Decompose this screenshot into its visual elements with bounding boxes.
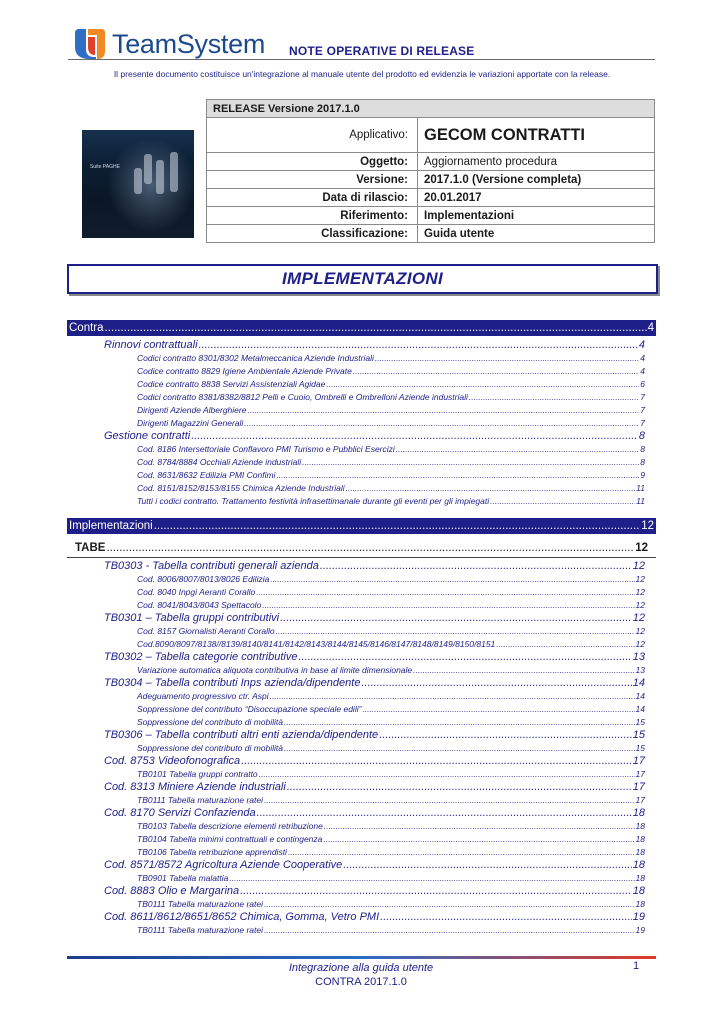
toc-entry-page: 7 [640, 418, 645, 428]
toc-entry-page: 4 [638, 339, 645, 351]
toc-entry-title: Dirigenti Aziende Alberghiere [137, 405, 247, 415]
toc-entry-title: Cod. 8040 Inpgi Aeranti Corallo [137, 587, 256, 597]
toc-entry-title: Cod. 8170 Servizi Confazienda [104, 807, 256, 819]
toc-entry-title: Cod.8090/8097/8138//8139/8140/8141/8142/8143/8144/8145/8146/8147/8148/8149/8150/8151 [137, 639, 496, 649]
toc-entry-page: 4 [640, 366, 645, 376]
toc-entry-title: TB0303 - Tabella contributi generali azienda [104, 560, 319, 572]
toc-dot-leader [496, 638, 634, 651]
toc-entry-page: 4 [640, 353, 645, 363]
toc-dot-leader [199, 339, 638, 352]
versione-label: Versione: [207, 171, 418, 189]
toc-dot-leader [259, 768, 635, 781]
toc-entry-title: Cod. 8784/8884 Occhiali Aziende industriali [137, 457, 302, 467]
toc-entry[interactable] [67, 729, 656, 742]
toc-entry-page: 19 [632, 911, 645, 923]
toc-entry-title: Codice contratto 8838 Servizi Assistenziali Agidae [137, 379, 326, 389]
toc-dot-leader [343, 859, 631, 872]
toc-subentry[interactable] [67, 495, 656, 508]
toc-entry-title: Codici contratto 8381/8382/8812 Pelli e Cuoio, Ombrelli e Ombrelloni Aziende industriali [137, 392, 468, 402]
footer-line-2: CONTRA 2017.1.0 [315, 976, 407, 988]
toc-entry-page: 11 [636, 483, 645, 493]
toc-entry-title: Cod. 8753 Videofonografica [104, 755, 241, 767]
riferimento-label: Riferimento: [207, 207, 418, 225]
toc-subentry[interactable] [67, 443, 656, 456]
toc-entry-title: TB0101 Tabella gruppi contratto [137, 769, 258, 779]
toc-entry[interactable] [67, 612, 656, 625]
toc-dot-leader [191, 430, 638, 443]
classificazione-label: Classificazione: [207, 225, 418, 243]
toc-entry-page: 17 [635, 769, 645, 779]
toc-implementazioni [67, 518, 656, 937]
toc-entry-title: Variazione automatica aliquota contributiva in base al limite dimensionale [137, 665, 413, 675]
toc-subentry[interactable] [67, 898, 656, 911]
toc-subentry[interactable] [67, 625, 656, 638]
toc-entry-page: 14 [632, 677, 645, 689]
toc-entry-title: TB0301 – Tabella gruppi contributivi [104, 612, 280, 624]
toc-subentry[interactable] [67, 924, 656, 937]
toc-dot-leader [247, 404, 639, 417]
toc-dot-leader [264, 924, 635, 937]
document-type-title: NOTE OPERATIVE DI RELEASE [289, 44, 475, 58]
teamsystem-logo [72, 27, 266, 61]
toc-entry[interactable] [67, 781, 656, 794]
toc-subentry[interactable] [67, 703, 656, 716]
toc-subentry[interactable] [67, 794, 656, 807]
toc-implementazioni-items [67, 560, 656, 937]
toc-contra-items [67, 339, 656, 508]
toc-entry-page: 12 [632, 612, 645, 624]
toc-dot-leader [413, 664, 634, 677]
toc-entry[interactable] [67, 651, 656, 664]
toc-entry-title: Rinnovi contrattuali [104, 339, 198, 351]
toc-dot-leader [256, 586, 634, 599]
toc-subentry[interactable] [67, 404, 656, 417]
toc-entry[interactable] [67, 859, 656, 872]
cover-label: Suite PAGHE [90, 164, 120, 170]
toc-dot-leader [324, 820, 635, 833]
toc-tabe[interactable]: TABE ..... 12 [67, 540, 656, 558]
toc-entry-page: 18 [635, 834, 645, 844]
toc-entry-title: TB0106 Tabella retribuzione apprendisti [137, 847, 287, 857]
toc-entry-title: Tutti i codici contratto. Trattamento festività infrasettimanale durante gli eventi per gli impiegati [137, 496, 490, 506]
toc-subentry[interactable] [67, 391, 656, 404]
toc-entry-page: 8 [640, 457, 645, 467]
toc-contra [67, 320, 656, 508]
logo-mark-icon [72, 27, 108, 61]
toc-dot-leader [469, 391, 639, 404]
toc-entry-title: Cod. 8611/8612/8651/8652 Chimica, Gomma, Vetro PMI [104, 911, 380, 923]
toc-dot-leader [323, 833, 634, 846]
toc-entry-title: Soppressione del contributo di mobilità [137, 743, 284, 753]
toc-subentry[interactable] [67, 872, 656, 885]
toc-entry-title: Gestione contratti [104, 430, 191, 442]
toc-entry-page: 12 [635, 626, 645, 636]
toc-dot-leader [288, 846, 635, 859]
toc-entry-page: 18 [632, 807, 645, 819]
toc-entry-page: 18 [635, 821, 645, 831]
toc-entry-page: 18 [632, 885, 645, 897]
toc-dot-leader [298, 651, 631, 664]
toc-entry-title: Soppressione del contributo “Disoccupazione speciale edili” [137, 704, 362, 714]
toc-dot-leader [379, 729, 632, 742]
toc-dot-leader [375, 352, 639, 365]
toc-entry-page: 13 [632, 651, 645, 663]
toc-entry-page: 9 [640, 470, 645, 480]
toc-entry-title: Cod. 8631/8632 Edilizia PMI Confimi [137, 470, 276, 480]
toc-entry-page: 7 [640, 405, 645, 415]
toc-dot-leader [276, 625, 635, 638]
toc-dot-leader [396, 443, 639, 456]
toc-entry-title: TB0901 Tabella malattia [137, 873, 229, 883]
riferimento-value: Implementazioni [418, 207, 655, 225]
toc-dot-leader [353, 365, 639, 378]
toc-entry-page: 7 [640, 392, 645, 402]
toc-entry-page: 18 [635, 873, 645, 883]
toc-dot-leader [257, 807, 632, 820]
toc-entry-title: TB0103 Tabella descrizione elementi retribuzione [137, 821, 323, 831]
toc-entry-page: 15 [632, 729, 645, 741]
toc-subentry[interactable] [67, 846, 656, 859]
toc-dot-leader [262, 599, 634, 612]
toc-entry-page: 18 [635, 899, 645, 909]
toc-dot-leader [284, 742, 635, 755]
toc-subentry[interactable] [67, 482, 656, 495]
data-rilascio-value: 20.01.2017 [418, 189, 655, 207]
toc-entry-title: TB0104 Tabella minimi contrattuali e contingenza [137, 834, 323, 844]
toc-subentry[interactable] [67, 456, 656, 469]
toc-subentry[interactable] [67, 417, 656, 430]
toc-dot-leader [270, 573, 634, 586]
toc-entry-page: 12 [632, 560, 645, 572]
toc-entry[interactable] [67, 677, 656, 690]
toc-entry-page: 13 [635, 665, 645, 675]
toc-entry-title: Cod. 8006/8007/8013/8026 Edilizia [137, 574, 270, 584]
footer-line-1: Integrazione alla guida utente [288, 962, 434, 974]
toc-entry-title: TB0302 – Tabella categorie contributive [104, 651, 298, 663]
toc-section-implementazioni[interactable]: Implementazioni ..... 12 [67, 518, 656, 534]
toc-entry[interactable] [67, 560, 656, 573]
toc-dot-leader [490, 495, 635, 508]
toc-dot-leader [346, 482, 636, 495]
toc-entry-title: TB0111 Tabella maturazione ratei [137, 795, 264, 805]
toc-entry-title: TB0111 Tabella maturazione ratei [137, 925, 264, 935]
toc-entry-title: Cod. 8157 Giornalisti Aeranti Corallo [137, 626, 275, 636]
toc-dot-leader [361, 677, 631, 690]
toc-subentry[interactable] [67, 469, 656, 482]
release-info-table [206, 99, 655, 243]
toc-section-contra[interactable]: Contra ..... 4 [67, 320, 656, 336]
toc-dot-leader [320, 560, 632, 573]
toc-subentry[interactable] [67, 742, 656, 755]
toc-dot-leader [284, 716, 635, 729]
applicativo-label: Applicativo: [207, 118, 418, 153]
page-number: 1 [633, 960, 640, 972]
toc-entry-page: 18 [635, 847, 645, 857]
versione-value: 2017.1.0 (Versione completa) [418, 171, 655, 189]
toc-entry-title: Cod. 8186 Intersettoriale Conflavoro PMI Turismo e Pubblici Esercizi [137, 444, 395, 454]
toc-dot-leader [380, 911, 632, 924]
toc-dot-leader [264, 794, 635, 807]
toc-subentry[interactable] [67, 690, 656, 703]
toc-dot-leader [244, 417, 639, 430]
toc-entry-page: 18 [632, 859, 645, 871]
toc-subentry[interactable] [67, 638, 656, 651]
toc-entry-title: Cod. 8313 Miniere Aziende industriali [104, 781, 286, 793]
toc-subentry[interactable] [67, 664, 656, 677]
toc-entry-page: 12 [635, 574, 645, 584]
toc-dot-leader [241, 755, 632, 768]
toc-dot-leader [240, 885, 632, 898]
toc-dot-leader [302, 456, 639, 469]
toc-entry-page: 12 [635, 587, 645, 597]
toc-entry-title: Codice contratto 8829 Igiene Ambientale Aziende Private [137, 366, 352, 376]
applicativo-value: GECOM CONTRATTI [418, 118, 655, 153]
toc-dot-leader [326, 378, 639, 391]
toc-entry-page: 14 [635, 704, 645, 714]
toc-entry[interactable] [67, 755, 656, 768]
toc-entry-page: 11 [636, 496, 645, 506]
toc-entry[interactable] [67, 807, 656, 820]
toc-entry-page: 8 [638, 430, 645, 442]
toc-entry-page: 17 [632, 781, 645, 793]
toc-entry-page: 12 [635, 639, 645, 649]
toc-entry[interactable] [67, 339, 656, 352]
section-title: IMPLEMENTAZIONI [282, 269, 443, 288]
toc-subentry[interactable] [67, 365, 656, 378]
toc-entry[interactable] [67, 430, 656, 443]
toc-entry-title: Adeguamento progressivo ctr. Aspi [137, 691, 269, 701]
toc-entry-page: 17 [632, 755, 645, 767]
toc-dot-leader [362, 703, 634, 716]
toc-entry-page: 19 [635, 925, 645, 935]
toc-entry-title: Codici contratto 8301/8302 Metalmeccanica Aziende Industriali [137, 353, 374, 363]
toc-subentry[interactable] [67, 586, 656, 599]
toc-subentry[interactable] [67, 573, 656, 586]
header-divider [68, 59, 655, 60]
oggetto-value: Aggiornamento procedura [418, 153, 655, 171]
data-rilascio-label: Data di rilascio: [207, 189, 418, 207]
toc-entry-page: 12 [635, 600, 645, 610]
toc-dot-leader [264, 898, 635, 911]
classificazione-value: Guida utente [418, 225, 655, 243]
product-cover-image [82, 112, 194, 238]
toc-dot-leader [287, 781, 632, 794]
intro-text: Il presente documento costituisce un'integrazione al manuale utente del prodotto ed evidenzia le variazioni apportate con la release. [113, 69, 611, 79]
logo-text: TeamSystem [112, 29, 266, 59]
toc-entry-title: Dirigenti Magazzini Generali [137, 418, 244, 428]
toc-subentry[interactable] [67, 716, 656, 729]
toc-entry-title: Cod. 8883 Olio e Margarina [104, 885, 240, 897]
toc-subentry[interactable] [67, 599, 656, 612]
toc-dot-leader [280, 612, 632, 625]
section-title-box [67, 264, 658, 294]
toc-dot-leader [229, 872, 634, 885]
toc-entry-title: Cod. 8041/8043/8043 Spettacolo [137, 600, 262, 610]
release-heading: RELEASE Versione 2017.1.0 [207, 100, 655, 118]
toc-dot-leader [270, 690, 635, 703]
toc-dot-leader [276, 469, 639, 482]
toc-subentry[interactable] [67, 768, 656, 781]
toc-entry-page: 15 [635, 743, 645, 753]
toc-entry-page: 15 [635, 717, 645, 727]
toc-entry-title: TB0304 – Tabella contributi Inps azienda/dipendente [104, 677, 361, 689]
toc-subentry[interactable] [67, 352, 656, 365]
footer-text [256, 961, 466, 989]
toc-entry-title: Cod. 8151/8152/8153/8155 Chimica Aziende Industriali [137, 483, 345, 493]
toc-entry-page: 6 [640, 379, 645, 389]
toc-entry-title: TB0306 – Tabella contributi altri enti azienda/dipendente [104, 729, 379, 741]
toc-entry-title: Soppressione del contributo di mobilità [137, 717, 284, 727]
toc-entry-page: 8 [640, 444, 645, 454]
toc-entry[interactable] [67, 911, 656, 924]
toc-entry[interactable] [67, 885, 656, 898]
toc-entry-title: TB0111 Tabella maturazione ratei [137, 899, 264, 909]
toc-entry-title: Cod. 8571/8572 Agricoltura Aziende Cooperative [104, 859, 343, 871]
toc-subentry[interactable] [67, 378, 656, 391]
footer-divider [67, 956, 656, 959]
toc-subentry[interactable] [67, 833, 656, 846]
oggetto-label: Oggetto: [207, 153, 418, 171]
toc-subentry[interactable] [67, 820, 656, 833]
toc-entry-page: 17 [635, 795, 645, 805]
toc-entry-page: 14 [635, 691, 645, 701]
